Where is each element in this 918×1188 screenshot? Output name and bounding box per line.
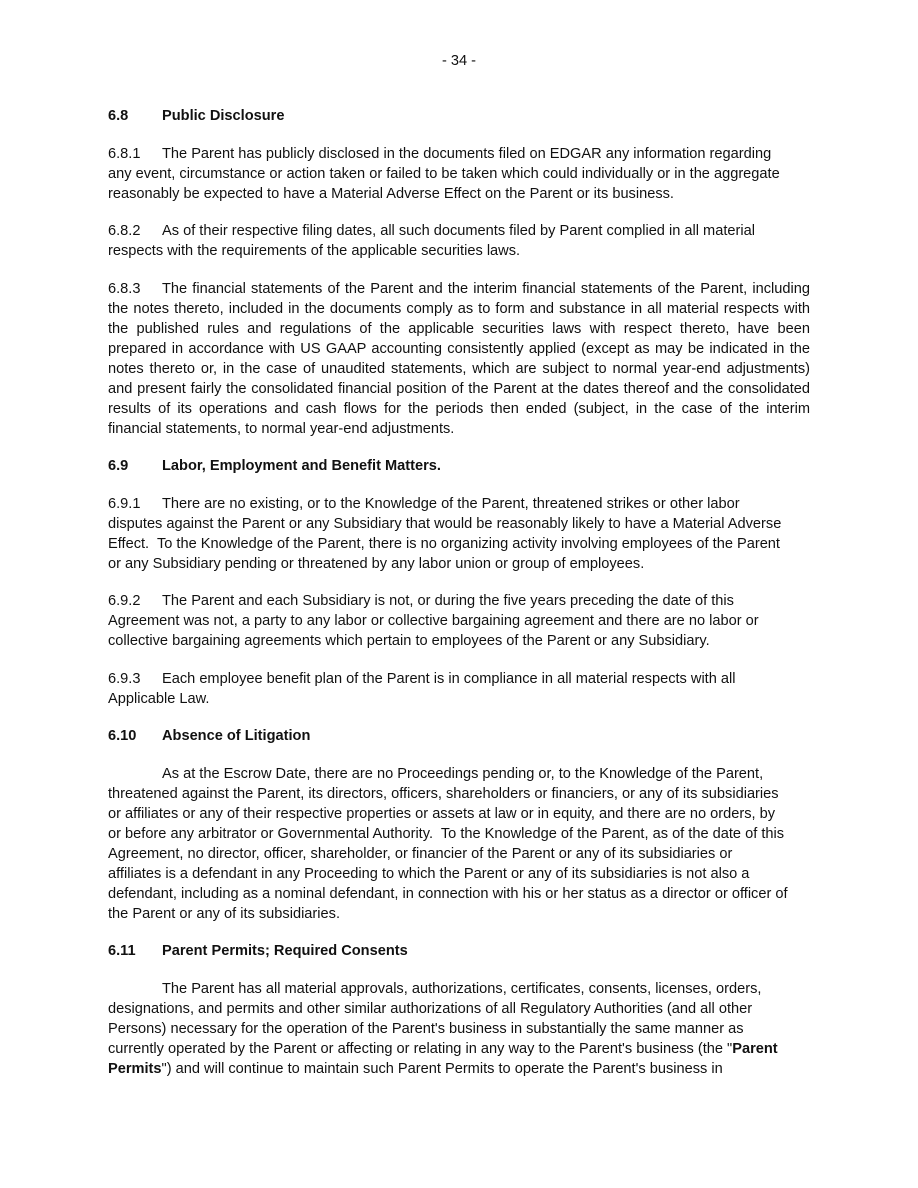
text-line: [108, 184, 810, 204]
line-text: collective bargaining agreements which pertain to employees of the Parent or any Subsidiary.: [108, 633, 710, 649]
text-line: [108, 299, 810, 319]
text-line: [108, 221, 810, 241]
paragraph-number: 6.9.1: [108, 495, 141, 512]
paragraph-number: 6.9.3: [108, 670, 141, 687]
defined-term: Parent: [732, 1040, 778, 1057]
text-line: [108, 1019, 810, 1039]
text-line: [108, 631, 810, 651]
defined-term: Permits: [108, 1060, 162, 1077]
text-line: [108, 999, 810, 1019]
text-line: [108, 611, 810, 631]
line-text: Each employee benefit plan of the Parent is in compliance in all material respects with all: [162, 670, 736, 687]
text-line: [108, 764, 810, 784]
paragraph-number: 6.8.3: [108, 280, 141, 297]
section-heading-block: [108, 456, 810, 476]
text-line: [108, 844, 810, 864]
section-heading-block: [108, 941, 810, 961]
line-text: As at the Escrow Date, there are no Proceedings pending or, to the Knowledge of the Parent,: [162, 765, 764, 782]
section-heading: [108, 456, 810, 476]
text-line: [108, 689, 810, 709]
section-title: Parent Permits; Required Consents: [162, 943, 408, 959]
text-line: [108, 279, 810, 299]
line-text: the Parent or any of its subsidiaries.: [108, 905, 340, 922]
line-text: ") and will continue to maintain such Parent Permits to operate the Parent's business in: [161, 1060, 723, 1077]
line-text: prepared in accordance with US GAAP accounting consistently applied (except as may be indicated in the: [108, 340, 810, 357]
line-text: Agreement was not, a party to any labor or collective bargaining agreement and there are no labor or: [108, 613, 759, 629]
text-line: [108, 241, 810, 261]
text-line: [108, 804, 810, 824]
text-line: [108, 144, 810, 164]
text-line: [108, 359, 810, 379]
paragraph: [108, 979, 810, 1079]
line-text: or any Subsidiary pending or threatened by any labor union or group of employees.: [108, 555, 645, 572]
text-line: [108, 419, 810, 439]
paragraph: [108, 669, 810, 709]
text-line: [108, 554, 810, 574]
text-line: [108, 979, 810, 999]
text-line: [108, 534, 810, 554]
line-text: disputes against the Parent or any Subsidiary that would be reasonably likely to have a Material Adverse: [108, 515, 782, 532]
line-text: reasonably be expected to have a Material Adverse Effect on the Parent or its business.: [108, 185, 674, 202]
paragraph: [108, 279, 810, 439]
text-line: [108, 591, 810, 611]
text-line: [108, 164, 810, 184]
text-line: [108, 864, 810, 884]
line-text: notes thereto or, in the case of unaudited statements, which are subject to normal year-end adjustments): [108, 360, 810, 377]
text-line: [108, 784, 810, 804]
text-line: [108, 379, 810, 399]
line-text: threatened against the Parent, its directors, officers, shareholders or financiers, or any of its subsidiaries: [108, 785, 779, 802]
line-text: designations, and permits and other similar authorizations of all Regulatory Authorities (and all other: [108, 1000, 753, 1017]
line-text: respects with the requirements of the applicable securities laws.: [108, 243, 521, 259]
section-number: 6.10: [108, 728, 137, 744]
line-text: The Parent has all material approvals, authorizations, certificates, consents, licenses, orders,: [162, 980, 762, 997]
text-line: [108, 824, 810, 844]
line-text: currently operated by the Parent or affecting or relating in any way to the Parent's business (the ": [108, 1040, 733, 1057]
section-heading-block: [108, 106, 810, 126]
line-text: results of its operations and cash flows for the periods then ended (subject, in the case of the interim: [108, 400, 810, 417]
line-text: Persons) necessary for the operation of the Parent's business in substantially the same manner as: [108, 1020, 744, 1037]
line-text: the notes thereto, included in the documents comply as to form and substance in all material respects with: [108, 300, 810, 317]
text-line: [108, 399, 810, 419]
text-line: [108, 1039, 810, 1059]
line-text: Applicable Law.: [108, 690, 210, 707]
line-text: There are no existing, or to the Knowledge of the Parent, threatened strikes or other labor: [162, 495, 740, 512]
text-line: [108, 884, 810, 904]
line-text: defendant, including as a nominal defendant, in connection with his or her status as a director or officer of: [108, 885, 788, 902]
section-title: Labor, Employment and Benefit Matters.: [162, 458, 441, 474]
text-line: [108, 514, 810, 534]
section-heading: [108, 106, 810, 126]
section-title: Absence of Litigation: [162, 728, 311, 744]
paragraph-number: 6.9.2: [108, 593, 141, 609]
line-text: or before any arbitrator or Governmental Authority. To the Knowledge of the Parent, as of the date of this: [108, 825, 785, 842]
line-text: The Parent and each Subsidiary is not, or during the five years preceding the date of this: [162, 593, 734, 609]
line-text: The Parent has publicly disclosed in the documents filed on EDGAR any information regarding: [162, 145, 772, 162]
line-text: any event, circumstance or action taken or failed to be taken which could individually or in the aggregate: [108, 165, 780, 182]
line-text: financial statements, to normal year-end adjustments.: [108, 420, 455, 437]
paragraph: [108, 591, 810, 651]
paragraph: [108, 494, 810, 574]
line-text: The financial statements of the Parent and the interim financial statements of the Parent, including: [162, 280, 810, 297]
section-number: 6.8: [108, 108, 129, 124]
line-text: Agreement, no director, officer, shareholder, or financier of the Parent or any of its subsidiaries or: [108, 845, 733, 862]
line-text: or affiliates or any of their respective properties or assets at law or in equity, and there are no orders, by: [108, 805, 776, 822]
section-number: 6.11: [108, 943, 136, 959]
text-line: [108, 339, 810, 359]
paragraph: [108, 764, 810, 924]
text-line: [108, 669, 810, 689]
line-text: affiliates is a defendant in any Proceeding to which the Parent or any of its subsidiaries is not also a: [108, 865, 750, 882]
section-heading: [108, 941, 810, 961]
text-line: [108, 904, 810, 924]
paragraph: [108, 221, 810, 261]
text-line: [108, 1059, 810, 1079]
paragraph-number: 6.8.2: [108, 223, 141, 239]
paragraph-number: 6.8.1: [108, 145, 141, 162]
section-title: Public Disclosure: [162, 108, 285, 124]
line-text: the published rules and regulations of the applicable securities laws with respect thereto, have been: [108, 320, 810, 337]
line-text: and present fairly the consolidated financial position of the Parent at the dates thereof and the consolidated: [108, 380, 810, 397]
line-text: As of their respective filing dates, all such documents filed by Parent complied in all material: [162, 223, 755, 239]
text-line: [108, 319, 810, 339]
page-number: - 34 -: [441, 53, 477, 69]
section-heading: [108, 726, 810, 746]
text-line: [108, 494, 810, 514]
section-heading-block: [108, 726, 810, 746]
section-number: 6.9: [108, 458, 129, 474]
paragraph: [108, 144, 810, 204]
document-body: [108, 106, 810, 1096]
line-text: Effect. To the Knowledge of the Parent, there is no organizing activity involving employees of the Parent: [108, 535, 780, 552]
